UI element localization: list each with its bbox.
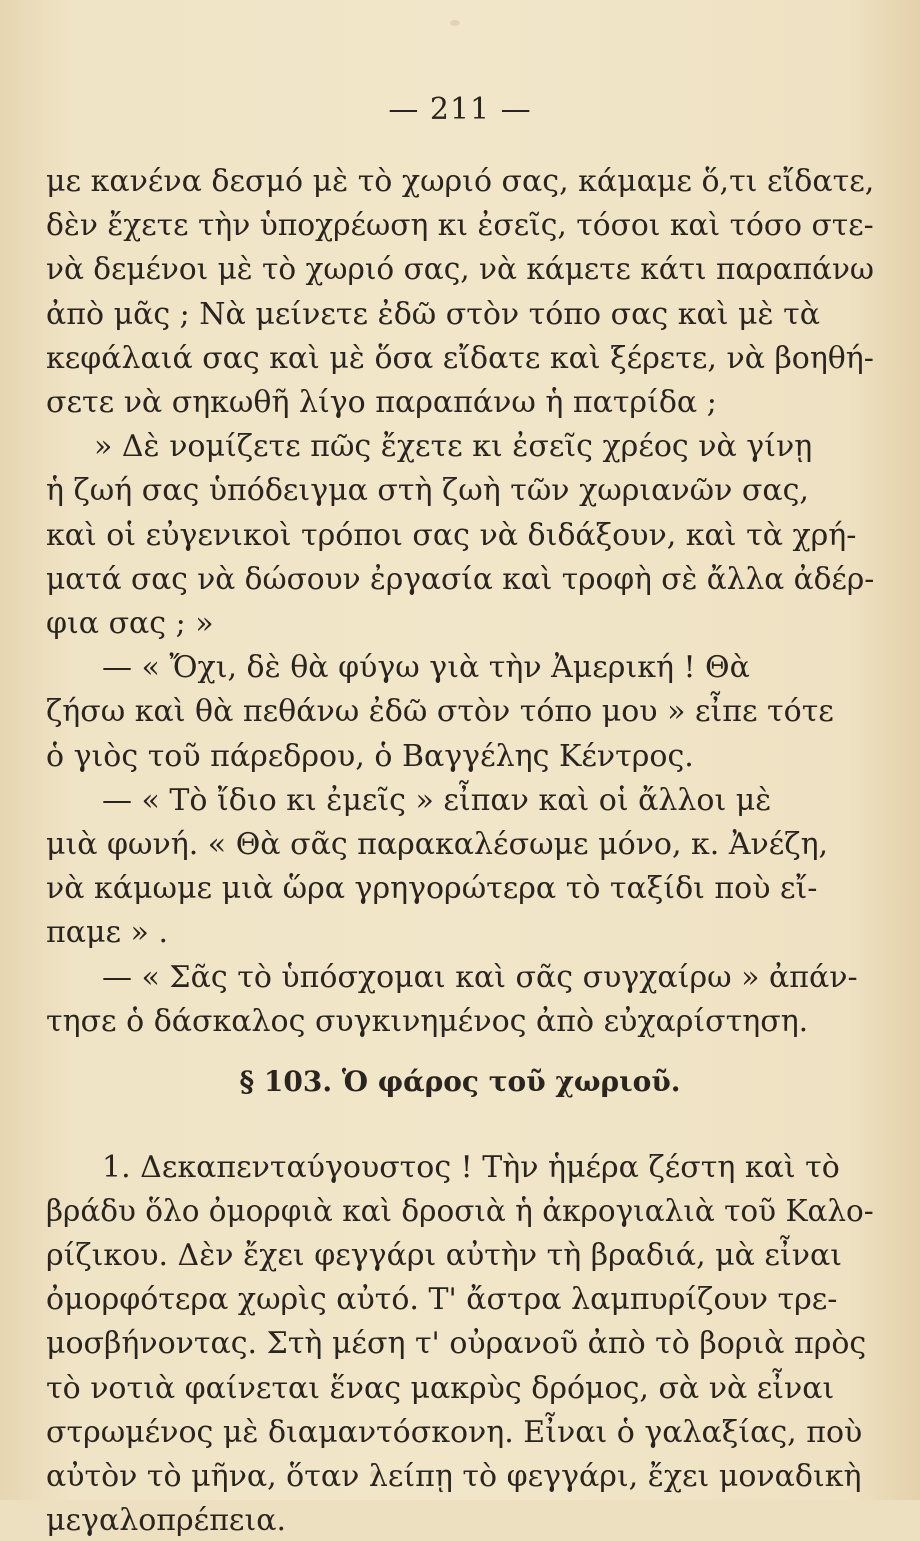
text-line: αὐτὸν τὸ μῆνα, ὅταν λείπῃ τὸ φεγγάρι, ἔχει μοναδικὴ — [46, 1459, 862, 1494]
text-line: τὸ νοτιὰ φαίνεται ἕνας μακρὺς δρόμος, σὰ νὰ εἶναι — [46, 1371, 835, 1406]
text-line: παμε » . — [46, 915, 168, 950]
text-line: μεγαλοπρέπεια. — [46, 1503, 287, 1538]
text-line: φια σας ; » — [46, 606, 214, 641]
text-line: » Δὲ νομίζετε πῶς ἔχετε κι ἐσεῖς χρέος νὰ γίνῃ — [94, 429, 813, 464]
text-line: σετε νὰ σηκωθῆ λίγο παραπάνω ἡ πατρίδα ; — [46, 385, 717, 420]
text-line: μιὰ φωνή. « Θὰ σᾶς παρακαλέσωμε μόνο, κ. Ἀνέζη, — [46, 827, 829, 862]
text-line: με κανένα δεσμό μὲ τὸ χωριό σας, κάμαμε ὅ,τι εἴδατε, — [46, 164, 875, 199]
section-heading: § 103. Ὁ φάρος τοῦ χωριοῦ. — [239, 1065, 681, 1098]
text-line: νὰ κάμωμε μιὰ ὥρα γρηγορώτερα τὸ ταξίδι ποὺ εἴ- — [46, 871, 818, 906]
text-line: ζήσω καὶ θὰ πεθάνω ἐδῶ στὸν τόπο μου » εἶπε τότε — [46, 694, 834, 729]
text-line: 1. Δεκαπενταύγουστος ! Τὴν ἡμέρα ζέστη καὶ τὸ — [102, 1150, 840, 1185]
text-line: τησε ὁ δάσκαλος συγκινημένος ἀπὸ εὐχαρίστηση. — [46, 1004, 809, 1039]
text-line: δὲν ἔχετε τὴν ὑποχρέωση κι ἐσεῖς, τόσοι καὶ τόσο στε- — [46, 208, 874, 243]
text-line: — « Ὄχι, δὲ θὰ φύγω γιὰ τὴν Ἀμερική ! Θὰ — [102, 650, 750, 685]
text-line: — « Σᾶς τὸ ὑπόσχομαι καὶ σᾶς συγχαίρω » ἀπάν- — [102, 960, 858, 995]
text-line: ἡ ζωή σας ὑπόδειγμα στὴ ζωὴ τῶν χωριανῶν σας, — [46, 473, 809, 508]
paper-blemish — [450, 20, 460, 26]
text-line: νὰ δεμένοι μὲ τὸ χωριό σας, νὰ κάμετε κάτι παραπάνω — [46, 252, 875, 287]
text-line: ὁ γιὸς τοῦ πάρεδρου, ὁ Βαγγέλης Κέντρος. — [46, 739, 694, 774]
text-line: ἀπὸ μᾶς ; Νὰ μείνετε ἐδῶ στὸν τόπο σας καὶ μὲ τὰ — [46, 297, 821, 332]
text-line: ὀμορφότερα χωρὶς αὐτό. Τ' ἄστρα λαμπυρίζουν τρε- — [46, 1282, 838, 1317]
text-line: ρίζικου. Δὲν ἔχει φεγγάρι αὐτὴν τὴ βραδιά, μὰ εἶναι — [46, 1238, 842, 1273]
text-line: κεφάλαιά σας καὶ μὲ ὅσα εἴδατε καὶ ξέρετε, νὰ βοηθή- — [46, 341, 874, 376]
text-line: βράδυ ὅλο ὀμορφιὰ καὶ δροσιὰ ἡ ἀκρογιαλιὰ τοῦ Καλο- — [46, 1194, 874, 1229]
text-line: — « Τὸ ἴδιο κι ἐμεῖς » εἶπαν καὶ οἱ ἄλλοι μὲ — [102, 783, 772, 818]
text-line: μοσβήνοντας. Στὴ μέση τ' οὐρανοῦ ἀπὸ τὸ βοριὰ πρὸς — [46, 1326, 867, 1361]
text-line: στρωμένος μὲ διαμαντόσκονη. Εἶναι ὁ γαλαξίας, ποὺ — [46, 1415, 863, 1450]
text-line: καὶ οἱ εὐγενικοὶ τρόποι σας νὰ διδάξουν, καὶ τὰ χρή- — [46, 518, 857, 553]
text-line: ματά σας νὰ δώσουν ἐργασία καὶ τροφὴ σὲ ἄλλα ἀδέρ- — [46, 562, 875, 597]
page-number: — 211 — — [388, 92, 532, 127]
